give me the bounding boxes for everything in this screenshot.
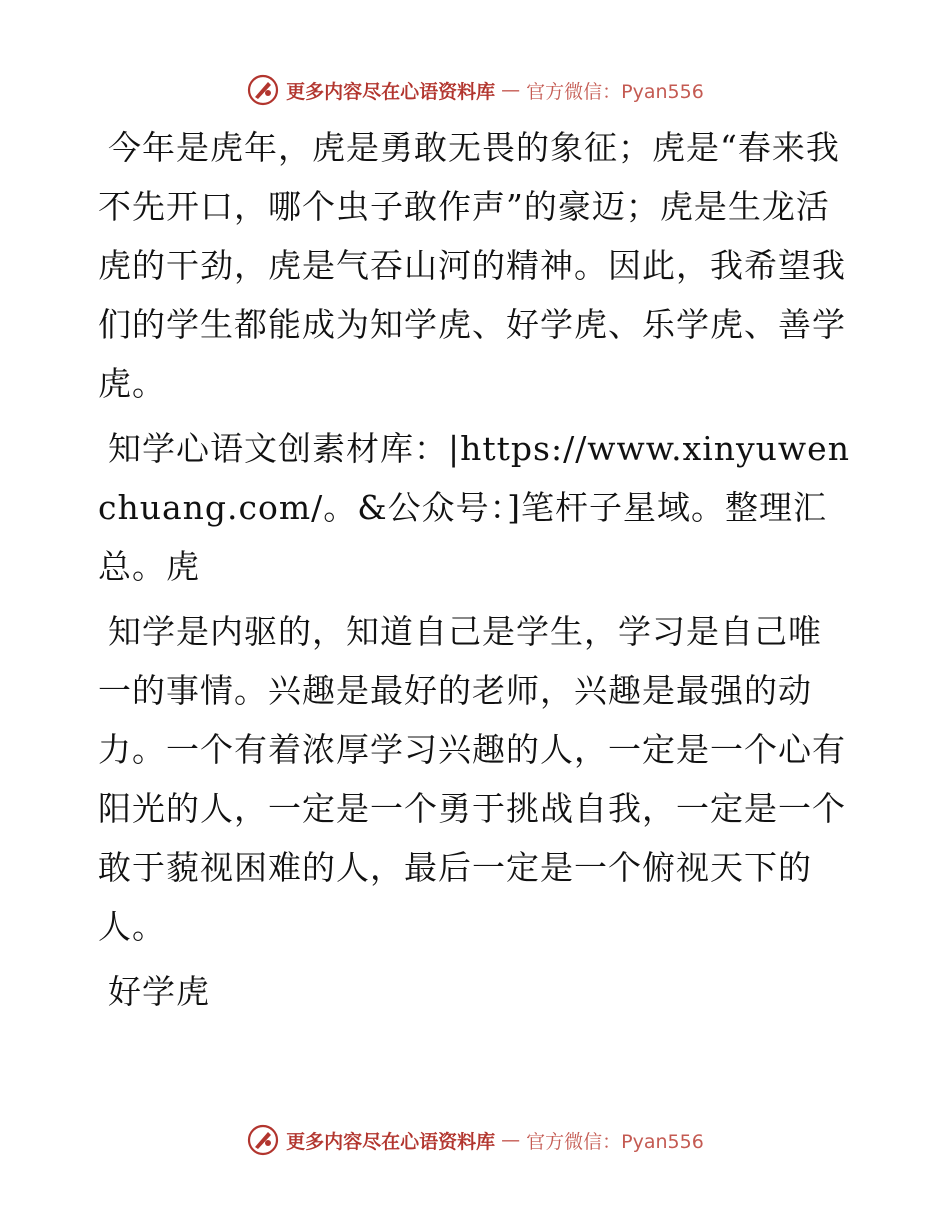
banner-separator: — [501, 79, 521, 101]
footer-watermark-banner [0, 1122, 950, 1158]
brand-logo-icon [246, 1123, 280, 1157]
banner-separator: — [501, 1129, 521, 1151]
banner-main-text: 更多内容尽在心语资料库 [286, 80, 496, 103]
paragraph-zhixue: 知学是内驱的，知道自己是学生，学习是自己唯一的事情。兴趣是最好的老师，兴趣是最强的动力。一个有着浓厚学习兴趣的人，一定是一个心有阳光的人，一定是一个勇于挑战自我，一定是一个敢于藐视困难的人，最后一定是一个俯视天下的人。 [98, 612, 846, 946]
paragraph-intro: 今年是虎年，虎是勇敢无畏的象征；虎是“春来我不先开口，哪个虫子敢作声”的豪迈；虎是生龙活虎的干劲，虎是气吞山河的精神。因此，我希望我们的学生都能成为知学虎、好学虎、乐学虎、善学虎。 [98, 128, 846, 403]
banner-suffix-text: 官方微信：Pyan556 [526, 80, 704, 103]
document-body [98, 118, 853, 1027]
banner-main-text: 更多内容尽在心语资料库 [286, 1130, 496, 1153]
section-heading-haoxue: 好学虎 [108, 972, 210, 1011]
banner-suffix-text: 官方微信：Pyan556 [526, 1130, 704, 1153]
paragraph-source: 知学心语文创素材库：|https://www.xinyuwenchuang.com/。&公众号：]笔杆子星域。整理汇总。虎 [98, 429, 850, 586]
header-watermark-banner [0, 72, 950, 108]
brand-logo-icon [246, 73, 280, 107]
